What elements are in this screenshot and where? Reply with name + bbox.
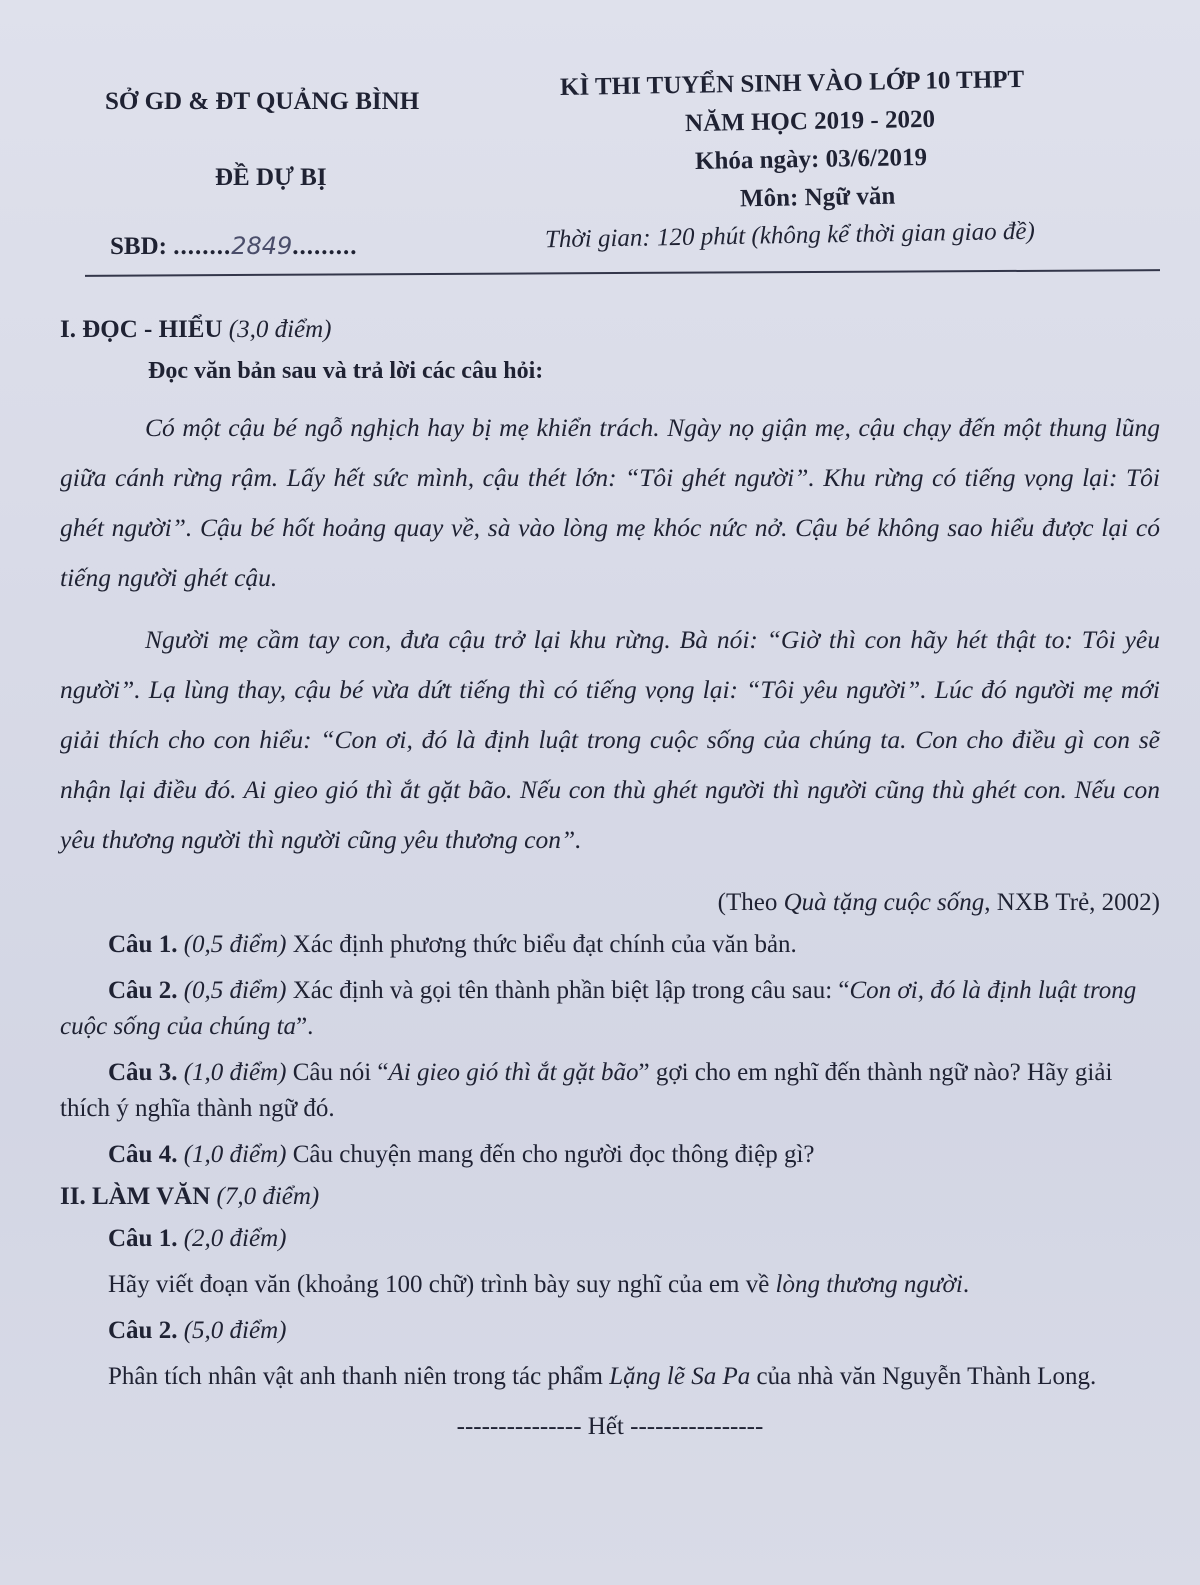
passage-paragraph-2: Người mẹ cầm tay con, đưa cậu trở lại khu rừng. Bà nói: “Giờ thì con hãy hét thật to: Tôi yêu người”. Lạ lùng thay, cậu bé vừa dứt tiếng thì có tiếng vọng lại: “Tôi yêu người”. Lúc đó người mẹ mới giải thích cho con hiểu: “Con ơi, đó là định luật trong cuộc sống của chúng ta. Con cho điều gì con sẽ nhận lại điều đó. Ai gieo gió thì ắt gặt bão. Nếu con thù ghét người thì người cũng thù ghét con. Nếu con yêu thương người thì người cũng yêu thương con”.: [60, 625, 1160, 854]
question-label: Câu 3.: [108, 1059, 178, 1086]
essay-question-points: (5,0 điểm): [183, 1317, 287, 1344]
part1-points: (3,0 điểm): [228, 316, 332, 343]
candidate-number-line: [110, 232, 358, 261]
part1-instruction: Đọc văn bản sau và trả lời các câu hỏi:: [148, 358, 544, 384]
question-1: [60, 927, 1160, 963]
question-3: [60, 1055, 1160, 1127]
essay-question-1-header: [108, 1221, 1160, 1257]
essay-question-2-text: [60, 1359, 1160, 1395]
question-quote: Ai gieo gió thì ắt gặt bão: [388, 1059, 639, 1086]
essay-question-2-end: của nhà văn Nguyễn Thành Long.: [750, 1363, 1097, 1390]
question-points: (1,0 điểm): [183, 1141, 287, 1168]
question-text: Xác định và gọi tên thành phần biệt lập trong câu sau: “: [286, 977, 850, 1004]
department-name: SỞ GD & ĐT QUẢNG BÌNH: [105, 88, 420, 115]
candidate-number-dots-before: ........: [173, 233, 232, 260]
essay-question-1-text: [108, 1267, 1160, 1303]
essay-question-label: Câu 1.: [108, 1225, 178, 1252]
school-year: NĂM HỌC 2019 - 2020: [684, 105, 936, 138]
candidate-number-value: 2849: [231, 232, 293, 260]
question-label: Câu 2.: [108, 977, 178, 1004]
question-label: Câu 4.: [108, 1141, 178, 1168]
essay-question-2-header: [108, 1313, 1160, 1349]
question-label: Câu 1.: [108, 931, 178, 958]
part2-title-text: II. LÀM VĂN: [60, 1183, 211, 1210]
candidate-number-dots-after: .........: [292, 233, 358, 260]
source-suffix: , NXB Trẻ, 2002): [984, 889, 1160, 916]
exam-body: [60, 310, 1160, 1441]
question-text: Câu nói “: [286, 1059, 389, 1086]
question-text: Câu chuyện mang đến cho người đọc thông điệp gì?: [286, 1141, 815, 1168]
question-points: (0,5 điểm): [183, 977, 287, 1004]
essay-question-label: Câu 2.: [108, 1317, 178, 1344]
reading-passage: [60, 403, 1160, 865]
question-text: Xác định phương thức biểu đạt chính của văn bản.: [286, 931, 797, 958]
header-divider: [85, 269, 1160, 277]
source-book-title: Quà tặng cuộc sống: [783, 889, 985, 916]
question-quote: Con ơi, đó là định luật trong cuộc sống của chúng ta: [60, 977, 1137, 1040]
part2-title: [60, 1183, 1160, 1211]
question-points: (1,0 điểm): [183, 1059, 287, 1086]
exam-date: Khóa ngày: 03/6/2019: [694, 143, 928, 176]
exam-title: KÌ THI TUYỂN SINH VÀO LỚP 10 THPT: [559, 65, 1025, 102]
essay-question-points: (2,0 điểm): [183, 1225, 287, 1252]
end-marker: --------------- Hết ----------------: [456, 1413, 764, 1440]
essay-question-2-prompt: Phân tích nhân vật anh thanh niên trong tác phẩm: [108, 1363, 610, 1390]
exam-subject: Môn: Ngữ văn: [739, 182, 896, 213]
question-2: [60, 973, 1160, 1045]
passage-source: [60, 889, 1160, 917]
question-4: [60, 1137, 1160, 1173]
question-tail: ” gợi cho em nghĩ đến thành ngữ nào? Hãy giải thích ý nghĩa thành ngữ đó.: [60, 1059, 1113, 1122]
part1-title-text: I. ĐỌC - HIỂU: [60, 316, 223, 343]
question-tail: ”.: [296, 1013, 314, 1040]
essay-question-1-end: .: [962, 1271, 970, 1298]
part1-title: [60, 316, 1160, 344]
essay-question-1-prompt: Hãy viết đoạn văn (khoảng 100 chữ) trình bày suy nghĩ của em về: [108, 1271, 776, 1298]
exam-duration: Thời gian: 120 phút (không kể thời gian giao đề): [544, 217, 1036, 254]
part2-points: (7,0 điểm): [216, 1183, 320, 1210]
source-prefix: (Theo: [717, 889, 784, 916]
candidate-number-label: SBD:: [110, 233, 167, 260]
exam-type: ĐỀ DỰ BỊ: [215, 164, 327, 191]
exam-header: [0, 0, 1200, 290]
question-points: (0,5 điểm): [183, 931, 287, 958]
passage-paragraph-1: Có một cậu bé ngỗ nghịch hay bị mẹ khiển trách. Ngày nọ giận mẹ, cậu chạy đến một thung lũng giữa cánh rừng rậm. Lấy hết sức mình, cậu thét lớn: “Tôi ghét người”. Khu rừng có tiếng vọng lại: Tôi ghét người”. Cậu bé hốt hoảng quay về, sà vào lòng mẹ khóc nức nở. Cậu bé không sao hiểu được lại có tiếng người ghét cậu.: [60, 413, 1160, 592]
essay-question-2-work-title: Lặng lẽ Sa Pa: [609, 1363, 751, 1390]
essay-question-1-topic: lòng thương người: [775, 1271, 963, 1298]
